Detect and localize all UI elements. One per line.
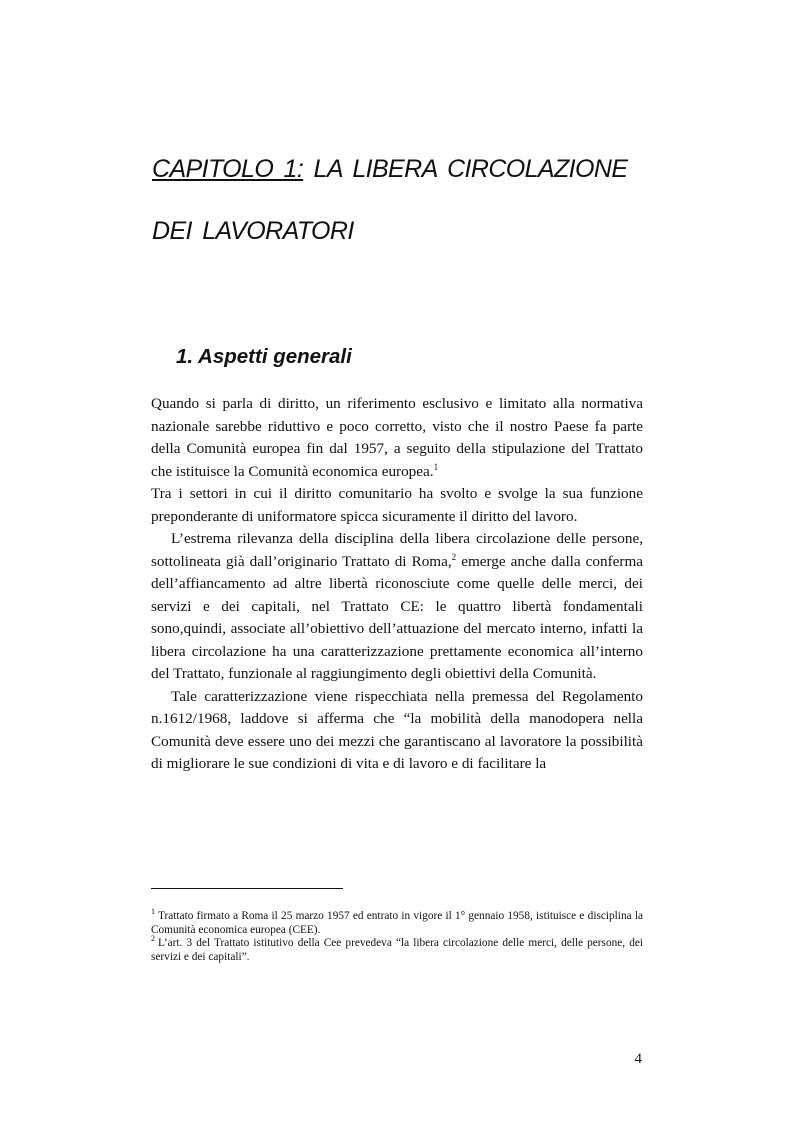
section-heading: 1. Aspetti generali (176, 345, 352, 368)
paragraph-3 (151, 528, 643, 686)
body-text (151, 393, 643, 776)
chapter-label: CAPITOLO 1: (152, 155, 304, 183)
page-number: 4 (634, 1051, 642, 1067)
footnote-mark-2: 2 (151, 934, 155, 944)
paragraph-1 (151, 393, 643, 483)
footnote-1-text: Trattato firmato a Roma il 25 marzo 1957 ed entrato in vigore il 1° gennaio 1958, istituisce e disciplina la Comunità economica europea (CEE). (151, 910, 643, 936)
footnote-2 (151, 934, 643, 964)
paragraph-3-text-b: emerge anche dalla conferma dell’affiancamento ad altre libertà riconosciute come quelle delle merci, dei servizi e dei capitali, nel Trattato CE: le quattro libertà fondamentali sono,quindi, associate all’obiettivo dell’attuazione del mercato interno, infatti la libera circolazione ha una caratterizzazione prettamente economica all’interno del Trattato, funzionale al raggiungimento degli obiettivi della Comunità. (151, 552, 643, 682)
chapter-title-line2: DEI LAVORATORI (152, 217, 354, 245)
paragraph-2: Tra i settori in cui il diritto comunitario ha svolto e svolge la sua funzione preponderante di uniformatore spicca sicuramente il diritto del lavoro. (151, 485, 643, 525)
chapter-title-line1: LA LIBERA CIRCOLAZIONE (313, 155, 628, 183)
footnote-ref-2[interactable]: 2 (451, 551, 457, 562)
footnote-2-text: L’art. 3 del Trattato istitutivo della Cee prevedeva “la libera circolazione delle merci, delle persone, dei servizi e dei capitali”. (151, 937, 643, 963)
paragraph-1-text: Quando si parla di diritto, un riferimento esclusivo e limitato alla normativa nazionale sarebbe riduttivo e poco corretto, visto che il nostro Paese fa parte della Comunità europea fin dal 1957, a seguito della stipulazione del Trattato che istituisce la Comunità economica europea. (151, 395, 643, 480)
footnote-mark-1: 1 (151, 907, 155, 916)
chapter-title (152, 154, 652, 184)
paragraph-3-text-a: L’estrema rilevanza della disciplina della libera circolazione delle persone, sottolineata già dall’originario Trattato di Roma, (151, 530, 643, 570)
paragraph-4: Tale caratterizzazione viene rispecchiata nella premessa del Regolamento n.1612/1968, laddove si afferma che “la mobilità della manodopera nella Comunità deve essere uno dei mezzi che garantiscano al lavoratore la possibilità di migliorare le sue condizioni di vita e di lavoro e di facilitare la (151, 687, 643, 772)
footnote-1 (151, 907, 643, 937)
footnote-ref-1[interactable]: 1 (433, 461, 439, 472)
footnote-divider (151, 888, 343, 889)
footnotes (151, 907, 643, 964)
